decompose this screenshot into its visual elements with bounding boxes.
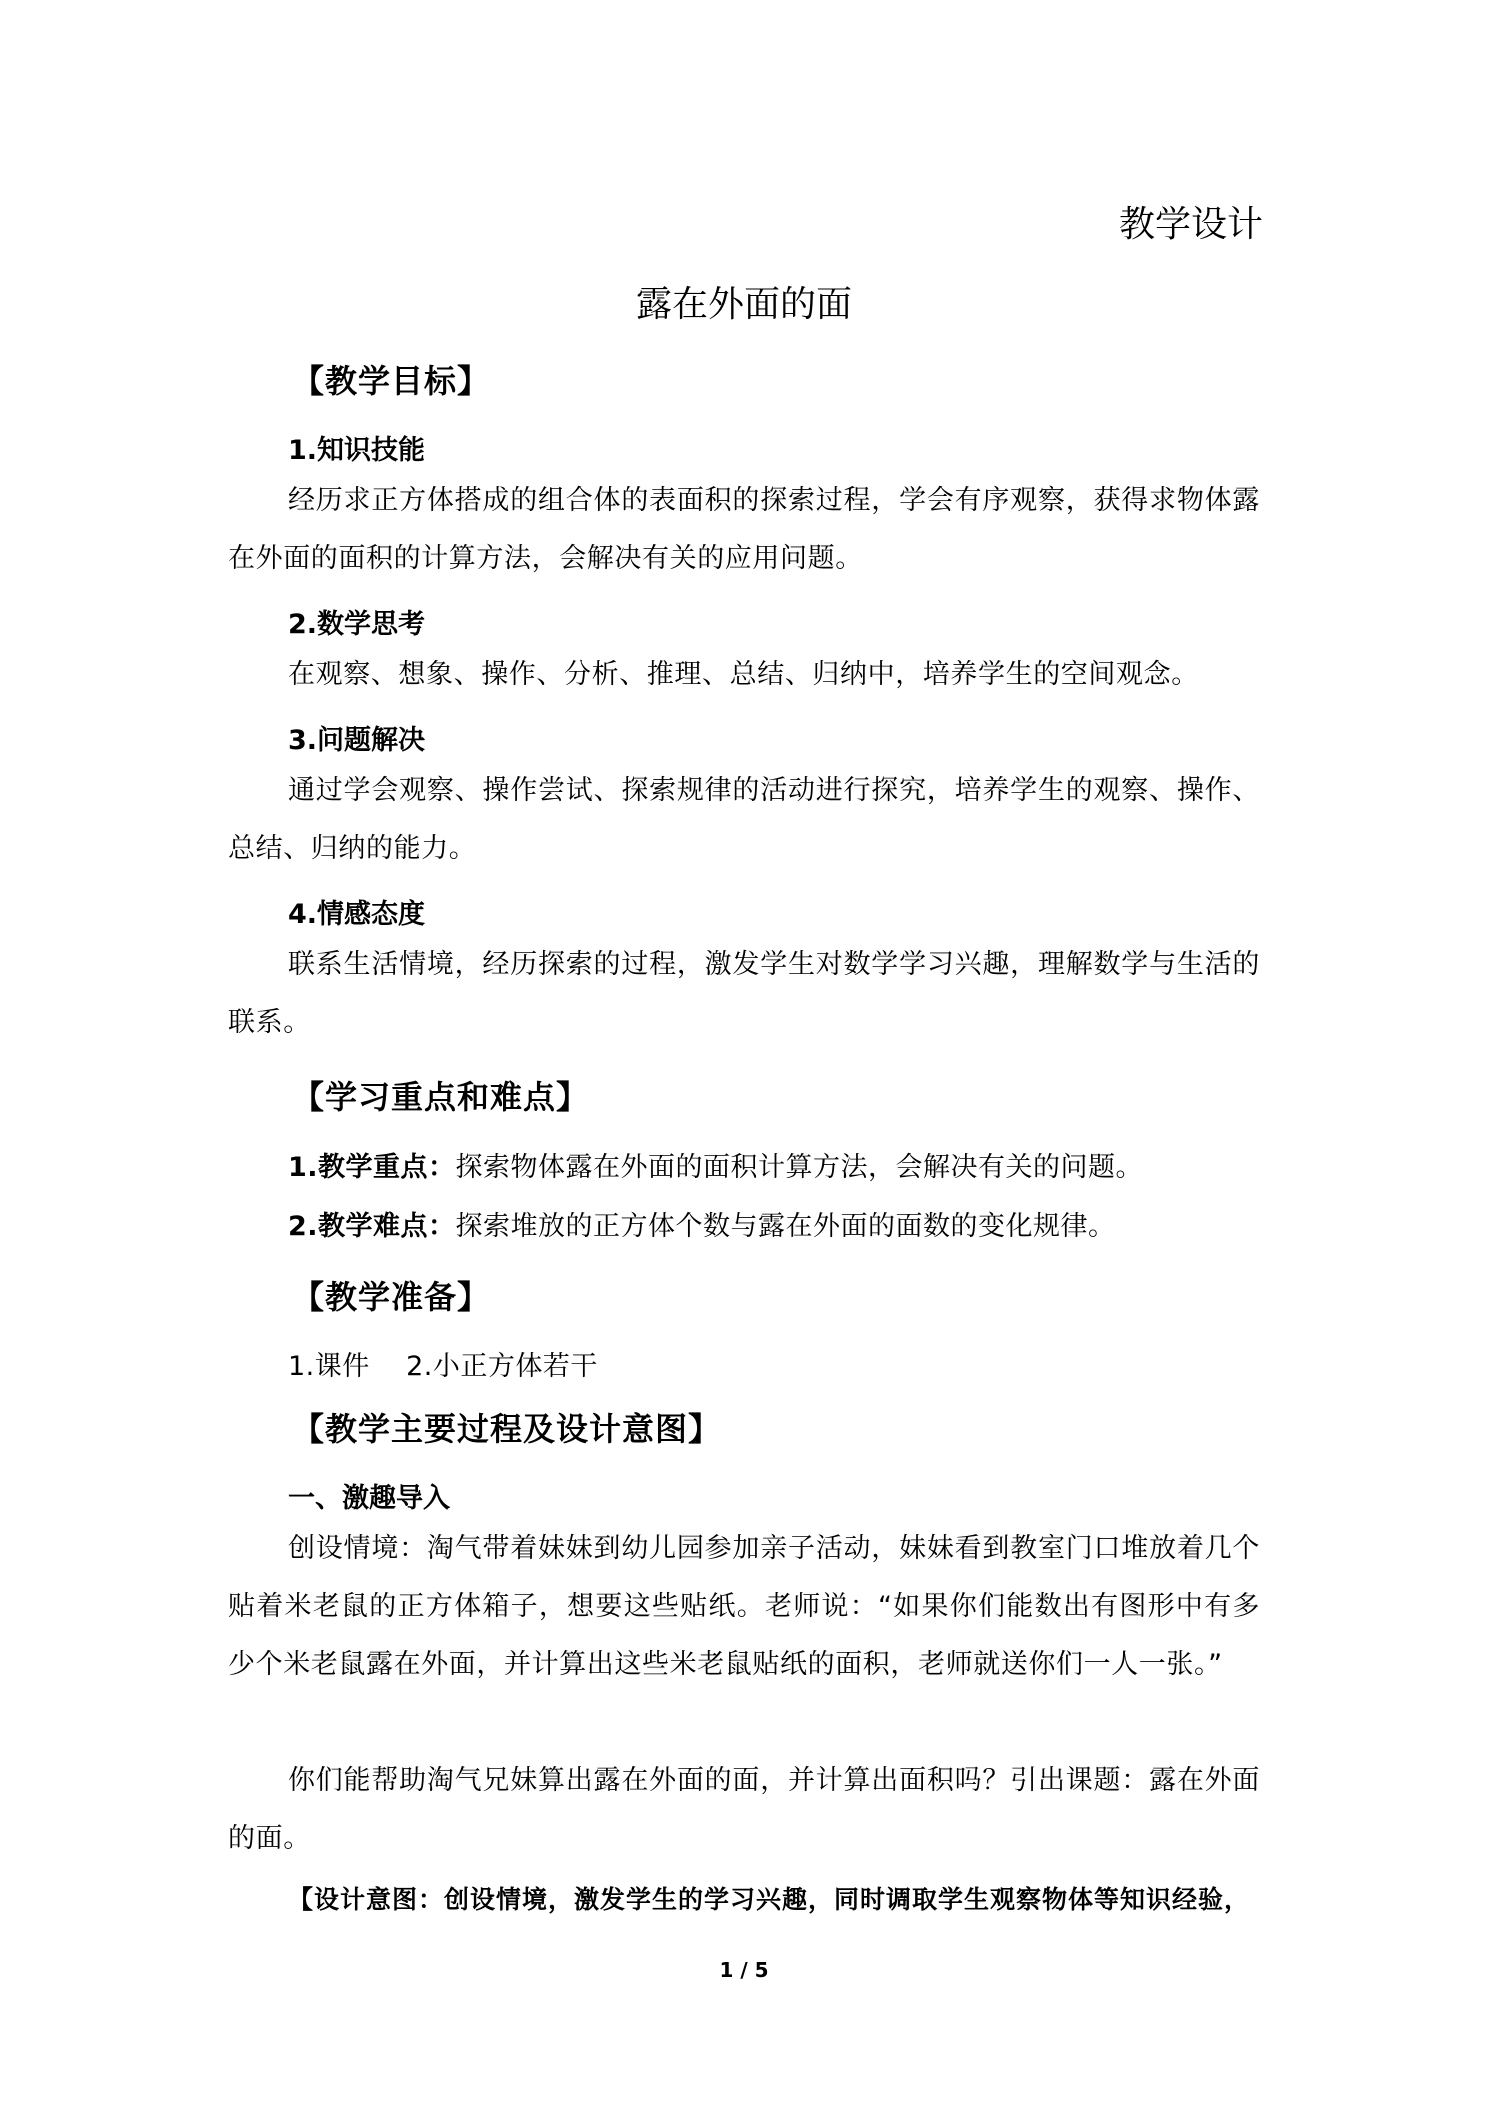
key-point-difficulty-text: 探索堆放的正方体个数与露在外面的面数的变化规律。 (455, 1211, 1116, 1242)
objective-text-1: 经历求正方体搭成的组合体的表面积的探索过程，学会有序观察，获得求物体露在外面的面积的计算方法，会解决有关的应用问题。 (228, 485, 1260, 574)
document-type-label: 教学设计 (1118, 204, 1263, 245)
key-point-focus-label: 1.教学重点： (288, 1152, 456, 1183)
section-heading-key-points: 【学习重点和难点】 (292, 1078, 590, 1116)
objective-label-2: 2.数学思考 (288, 609, 426, 640)
objective-label-4: 4.情感态度 (288, 899, 426, 930)
key-point-focus-text: 探索物体露在外面的面积计算方法，会解决有关的问题。 (455, 1152, 1144, 1183)
section-heading-process: 【教学主要过程及设计意图】 (292, 1410, 722, 1448)
process-subheading-intro: 一、激趣导入 (288, 1483, 450, 1514)
objective-text-4: 联系生活情境，经历探索的过程，激发学生对数学学习兴趣，理解数学与生活的联系。 (228, 949, 1260, 1038)
objective-label-1: 1.知识技能 (288, 435, 426, 466)
process-intro-paragraph-2: 你们能帮助淘气兄妹算出露在外面的面，并计算出面积吗？引出课题：露在外面的面。 (228, 1765, 1260, 1854)
objective-label-3: 3.问题解决 (288, 725, 426, 756)
section-heading-preparation: 【教学准备】 (292, 1278, 491, 1316)
page-indicator: 1 / 5 (719, 1958, 769, 1982)
design-intent-note: 【设计意图：创设情境，激发学生的学习兴趣，同时调取学生观察物体等知识经验， (288, 1885, 1251, 1914)
objective-text-3: 通过学会观察、操作尝试、探索规律的活动进行探究，培养学生的观察、操作、总结、归纳的能力。 (228, 775, 1260, 864)
key-point-focus (288, 1145, 1143, 1184)
key-point-difficulty (288, 1204, 1116, 1243)
preparation-text: 1.课件 2.小正方体若干 (288, 1351, 598, 1382)
key-point-difficulty-label: 2.教学难点： (288, 1211, 456, 1242)
section-heading-objectives: 【教学目标】 (292, 362, 491, 400)
process-intro-paragraph-1: 创设情境：淘气带着妹妹到幼儿园参加亲子活动，妹妹看到教室门口堆放着几个贴着米老鼠的正方体箱子，想要这些贴纸。老师说：“如果你们能数出有图形中有多少个米老鼠露在外面，并计算出这些米老鼠贴纸的面积，老师就送你们一人一张。” (228, 1533, 1260, 1680)
document-title: 露在外面的面 (635, 284, 852, 325)
objective-text-2: 在观察、想象、操作、分析、推理、总结、归纳中，培养学生的空间观念。 (288, 659, 1199, 690)
